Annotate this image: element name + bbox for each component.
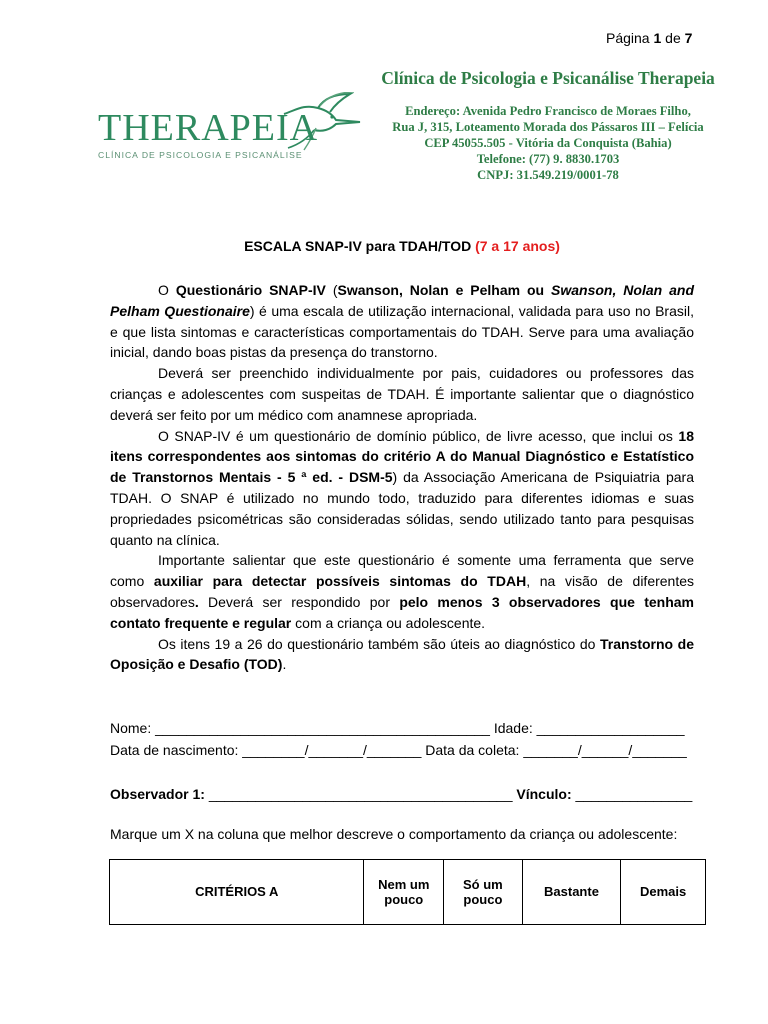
clinic-header (330, 68, 766, 183)
therapeia-logo (96, 92, 366, 172)
logo-wordmark: THERAPEIA (98, 107, 319, 149)
page-current: 1 (653, 30, 662, 46)
observer-line[interactable] (110, 786, 694, 802)
page-total: 7 (684, 30, 693, 46)
text-run-bold-italic: Swanson, Nolan and Pelham Questionaire (110, 282, 695, 319)
table-header-row (110, 860, 706, 925)
logo-tagline: CLÍNICA DE PSICOLOGIA E PSICANÁLISE (98, 150, 303, 160)
text-run: . (282, 656, 287, 673)
instruction-text: Marque um X na coluna que melhor descreve o comportamento da criança ou adolescente: (110, 826, 678, 842)
text-run: , na visão de diferentes observadores (110, 573, 695, 610)
criteria-table (109, 859, 706, 925)
text-run-bold: . (194, 593, 199, 610)
page-separator: de (665, 30, 681, 46)
paragraph-4 (110, 550, 694, 633)
header-just-a-little: Só um pouco (444, 860, 523, 925)
page-prefix: Página (606, 30, 650, 46)
clinic-address-line: Rua J, 315, Loteamento Morada dos Pássaros III – Felícia (392, 120, 704, 134)
name-age-line[interactable]: Nome: ___________________________________________ Idade: ___________________ (110, 720, 685, 736)
header-not-at-all: Nem um pouco (364, 860, 444, 925)
paragraph-5 (110, 634, 694, 676)
clinic-phone-line: Telefone: (77) 9. 8830.1703 (476, 152, 620, 166)
link-label: Vínculo: (516, 786, 572, 802)
header-criteria: CRITÉRIOS A (110, 860, 364, 925)
clinic-cep-line: CEP 45055.505 - Vitória da Conquista (Bahia) (424, 136, 672, 150)
text-run-bold: auxiliar para detectar possíveis sintomas do TDAH (153, 573, 527, 590)
clinic-cnpj-line: CNPJ: 31.549.219/0001-78 (477, 168, 619, 182)
text-run: ( (325, 282, 338, 298)
text-run: ) da Associação Americana de Psiquiatria para TDAH. O SNAP é utilizado no mundo todo, traduzido para diferentes idiomas e suas propriedades psicométricas são consideradas sólidas, sendo utilizado tanto para pesquisas quanto na clínica. (110, 469, 694, 548)
paragraph-3 (110, 426, 694, 551)
text-run-bold: Transtorno de Oposição e Desafio (TOD) (110, 635, 694, 673)
observer-label: Observador 1: (110, 786, 205, 802)
text-run: Importante salientar que este questionário é somente uma ferramenta que serve como (110, 552, 694, 590)
paragraph-1 (110, 280, 694, 363)
header-very-much: Demais (621, 860, 706, 925)
text-run-bold: Questionário SNAP-IV (175, 282, 326, 298)
text-run-bold: pelo menos 3 observadores que tenham contato frequente e regular (110, 593, 694, 631)
text-run-bold: 18 itens correspondentes aos sintomas do critério A do Manual Diagnóstico e Estatístico de Transtornos Mentais - 5 ª ed. - DSM-5 (110, 427, 694, 486)
dates-line[interactable]: Data de nascimento: ________/_______/_______ Data da coleta: _______/______/_______ (110, 742, 687, 758)
clinic-address-line: Endereço: Avenida Pedro Francisco de Moraes Filho, (405, 104, 691, 118)
paragraph-2: Deverá ser preenchido individualmente por pais, cuidadores ou professores das crianças e adolescentes com suspeitas de TDAH. É importante salientar que o diagnóstico deverá ser feito por um médico com anamnese apropriada. (110, 365, 694, 423)
document-title (110, 238, 694, 254)
header-quite-a-bit: Bastante (522, 860, 621, 925)
link-blank[interactable]: _______________ (571, 786, 693, 802)
text-run: O SNAP-IV é um questionário de domínio público, de livre acesso, que inclui os (158, 427, 679, 444)
text-run: Os itens 19 a 26 do questionário também são úteis ao diagnóstico do (158, 635, 600, 652)
title-main: ESCALA SNAP-IV para TDAH/TOD (244, 238, 472, 254)
title-age-range: (7 a 17 anos) (475, 238, 560, 254)
intro-text (110, 280, 694, 675)
observer-blank[interactable]: _______________________________________ (204, 786, 517, 802)
text-run: O (158, 282, 176, 298)
text-run: ) é uma escala de utilização internacional, validada para uso no Brasil, e que lista sintomas e características comportamentais do TDAH. Serve para uma avaliação inicial, dando boas pistas da presença do transtorno. (110, 302, 694, 361)
text-run: Deverá ser respondido por (198, 593, 400, 610)
text-run: com a criança ou adolescente. (291, 614, 486, 631)
text-run-bold: Swanson, Nolan e Pelham ou (337, 282, 552, 298)
page-number (606, 30, 692, 46)
clinic-name: Clínica de Psicologia e Psicanálise Therapeia (381, 68, 715, 88)
